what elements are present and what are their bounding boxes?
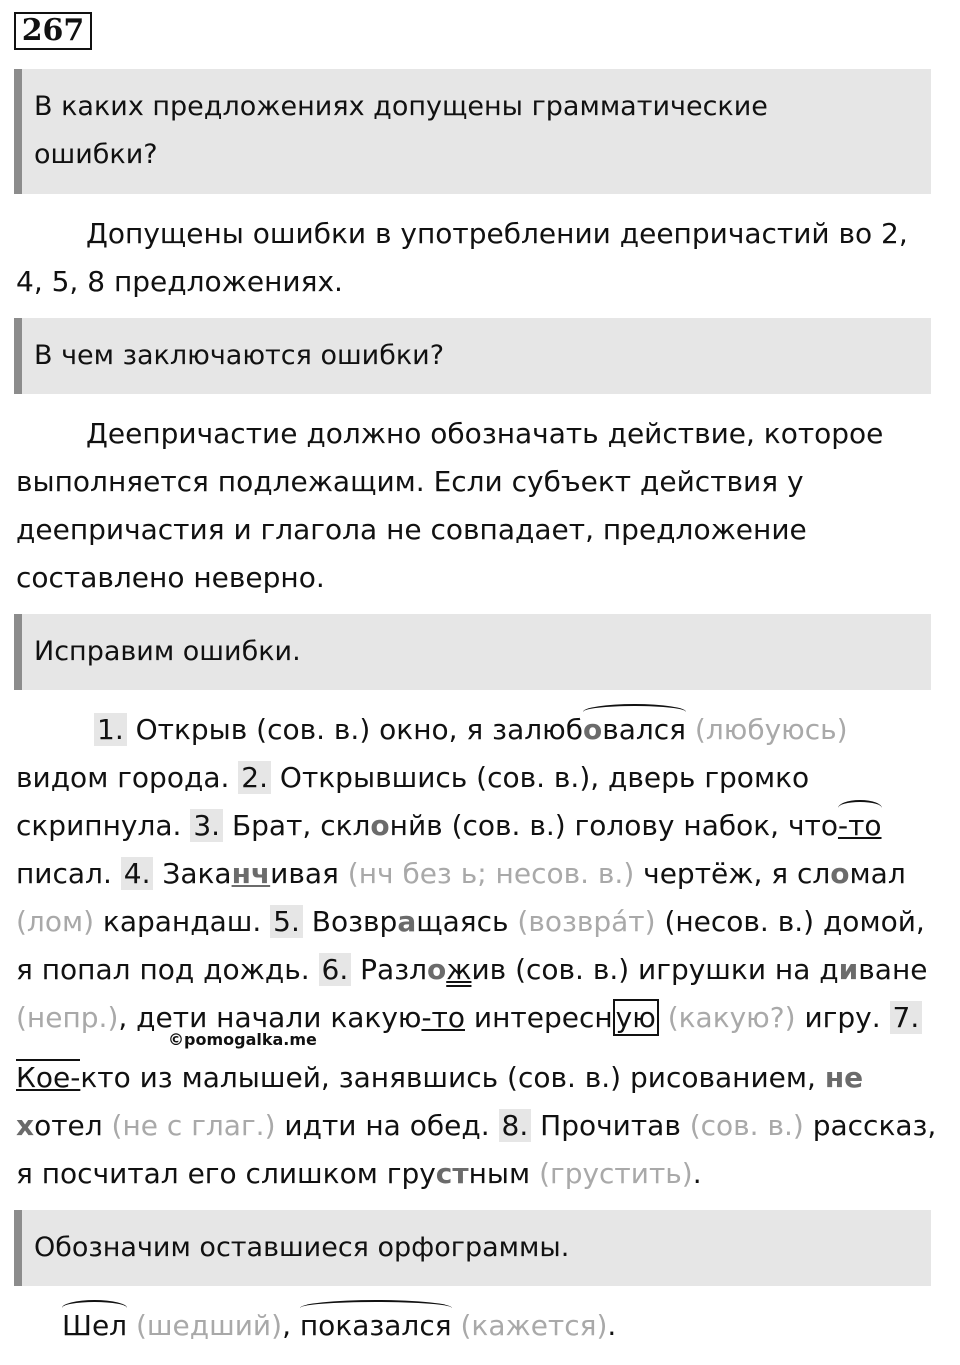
text: , — [282, 1309, 291, 1342]
answer-2-line-2: выполняется подлежащим. Если субъект действия у — [16, 465, 804, 498]
hint: (шедший) — [135, 1309, 283, 1342]
sentence-number: 6. — [319, 953, 352, 986]
correction-line-1 — [94, 714, 848, 746]
text: чертёж, я сл — [643, 857, 831, 890]
text: (несов. в.) домой, — [664, 905, 925, 938]
text: рассказ, — [812, 1109, 937, 1142]
text: я посчитал его слишком гру — [16, 1157, 436, 1190]
hint: (непр.) — [16, 1001, 119, 1034]
hint: (любую — [694, 713, 805, 746]
particle: -то — [421, 1001, 465, 1034]
text: Возвр — [311, 905, 398, 938]
particle-ne: не — [824, 1061, 864, 1094]
text: мал — [849, 857, 906, 890]
correction-line-5 — [16, 906, 925, 938]
text: вался — [602, 713, 687, 746]
correction-line-4 — [16, 858, 906, 890]
hint: сь) — [804, 713, 848, 746]
correction-line-10 — [16, 1158, 702, 1190]
hint: (не с глаг.) — [111, 1109, 276, 1142]
text: Прочитав — [540, 1109, 681, 1142]
prefix: Кое- — [16, 1061, 81, 1094]
text: скрипнула. — [16, 809, 182, 842]
vowel: о — [426, 953, 447, 986]
answer-2-line-3: деепричастия и глагола не совпадает, предложение — [16, 513, 807, 546]
sentence-number: 3. — [190, 809, 223, 842]
sentence-number: 5. — [270, 905, 303, 938]
question-1-line-1: В каких предложениях допущены грамматические — [34, 91, 768, 122]
sentence-number: 7. — [890, 1001, 923, 1034]
vowel: о — [830, 857, 850, 890]
final-line — [62, 1310, 616, 1342]
letter: ж — [446, 953, 472, 986]
hint: (лом) — [16, 905, 94, 938]
text: отел — [34, 1109, 103, 1142]
hint: (нч без ь; несов. в.) — [347, 857, 635, 890]
task-number: 267 — [14, 12, 92, 50]
vowel: о — [370, 809, 390, 842]
answer-2-line-4: составлено неверно. — [16, 561, 325, 594]
correction-line-3 — [16, 810, 882, 842]
sentence-number: 4. — [121, 857, 154, 890]
text: ване — [858, 953, 928, 986]
text: ивая — [270, 857, 339, 890]
sentence-number: 2. — [238, 761, 271, 794]
question-4-text: Обозначим оставшиеся орфограммы. — [34, 1232, 570, 1263]
question-2-text: В чем заключаются ошибки? — [34, 340, 445, 371]
text: нйв (сов. в.) голову набок, что — [389, 809, 838, 842]
vowel: о — [582, 713, 603, 746]
hint: (грустить) — [539, 1157, 693, 1190]
text: я попал под дождь. — [16, 953, 310, 986]
correction-line-2 — [16, 762, 809, 794]
word: показался — [299, 1309, 452, 1342]
question-1-line-2: ошибки? — [34, 139, 158, 170]
question-2 — [14, 318, 931, 394]
text: . — [692, 1157, 702, 1190]
ending: ую — [613, 999, 659, 1036]
answer-1-line-2: 4, 5, 8 предложениях. — [16, 265, 343, 298]
word: Шел — [62, 1309, 128, 1342]
text: Открыв (сов. в.) окно, я залюб — [135, 713, 583, 746]
letter: х — [16, 1109, 35, 1142]
text: . — [607, 1309, 617, 1342]
hint: (возврáт) — [517, 905, 656, 938]
text: Открывшись (сов. в.), дверь громко — [279, 761, 810, 794]
question-3-text: Исправим ошибки. — [34, 636, 301, 667]
correction-line-7 — [16, 1002, 922, 1034]
text: кто из малышей, занявшись (сов. в.) рисованием, — [80, 1061, 816, 1094]
text: идти на обед. — [284, 1109, 490, 1142]
hint: (какую?) — [667, 1001, 796, 1034]
question-3 — [14, 614, 931, 690]
answer-2-line-1: Деепричастие должно обозначать действие, которое — [86, 417, 884, 450]
text: Разл — [360, 953, 427, 986]
sentence-number: 1. — [94, 713, 127, 746]
watermark: ©pomogalka.me — [168, 1030, 317, 1049]
letters: ст — [435, 1157, 469, 1190]
text: интересн — [473, 1001, 613, 1034]
sentence-number: 8. — [499, 1109, 532, 1142]
text: , дети начали какую — [118, 1001, 422, 1034]
hint: (кажется) — [460, 1309, 608, 1342]
particle: -то — [837, 809, 882, 842]
text: ив (сов. в.) игрушки на д — [471, 953, 839, 986]
text: карандаш. — [102, 905, 262, 938]
question-1 — [14, 69, 931, 194]
text: щаясь — [416, 905, 509, 938]
vowel: и — [838, 953, 859, 986]
text: Зака — [162, 857, 232, 890]
text: ным — [468, 1157, 531, 1190]
hint: (сов. в.) — [689, 1109, 804, 1142]
vowel: а — [397, 905, 417, 938]
answer-1-line-1: Допущены ошибки в употреблении деепричастий во 2, — [86, 217, 908, 250]
text: Брат, скл — [231, 809, 371, 842]
text: игру. — [804, 1001, 881, 1034]
correction-line-8 — [16, 1062, 863, 1094]
correction-line-6 — [16, 954, 927, 986]
text: писал. — [16, 857, 112, 890]
question-4 — [14, 1210, 931, 1286]
correction-line-9 — [16, 1110, 936, 1142]
letters: нч — [231, 857, 271, 890]
text: видом города. — [16, 761, 230, 794]
